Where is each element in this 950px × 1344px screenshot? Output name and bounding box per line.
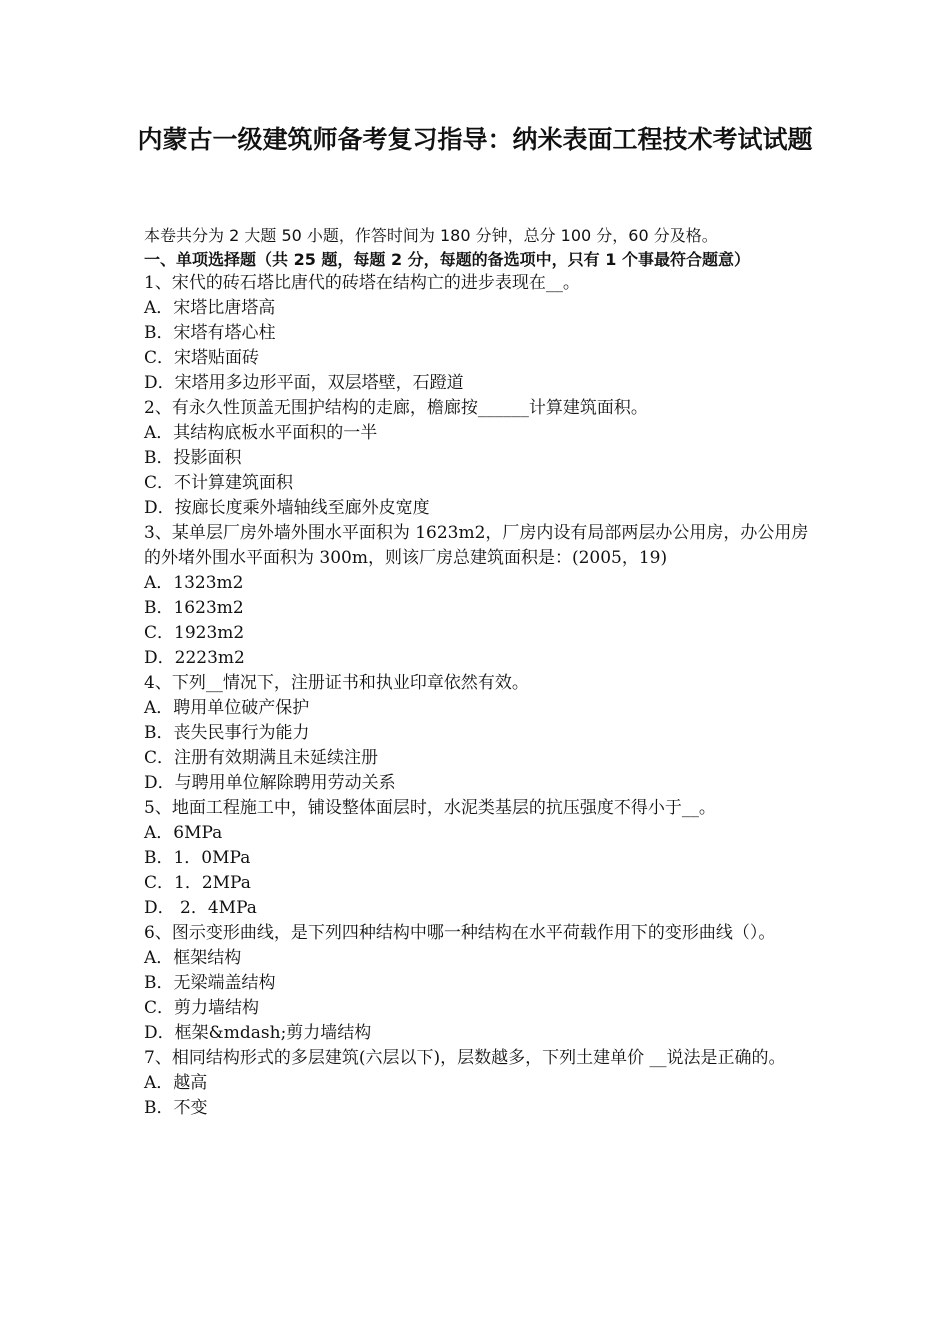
answer-option: A．框架结构 [144, 948, 242, 968]
answer-option: B．宋塔有塔心柱 [144, 323, 276, 343]
question-stem: 1、宋代的砖石塔比唐代的砖塔在结构亡的进步表现在__。 [144, 273, 580, 293]
question-stem: 4、下列__情况下，注册证书和执业印章依然有效。 [144, 673, 529, 693]
answer-option: C．不计算建筑面积 [144, 473, 294, 493]
answer-option: D． 2．4MPa [144, 898, 257, 918]
question-stem: 5、地面工程施工中，铺设整体面层时，水泥类基层的抗压强度不得小于__。 [144, 798, 716, 818]
answer-option: B．无梁端盖结构 [144, 973, 276, 993]
answer-option: D．与聘用单位解除聘用劳动关系 [144, 773, 396, 793]
answer-option: D．按廊长度乘外墙轴线至廊外皮宽度 [144, 498, 430, 518]
answer-option: A．6MPa [144, 823, 223, 843]
answer-option: D．宋塔用多边形平面，双层塔壁，石蹬道 [144, 373, 464, 393]
document-title: 内蒙古一级建筑师备考复习指导：纳米表面工程技术考试试题 [137, 125, 813, 154]
answer-option: B．投影面积 [144, 448, 242, 468]
question-stem: 2、有永久性顶盖无围护结构的走廊，檐廊按______计算建筑面积。 [144, 398, 648, 418]
answer-option: C．1923m2 [144, 623, 245, 643]
section-heading: 一、单项选择题（共 25 题，每题 2 分，每题的备选项中，只有 1 个事最符合题意） [144, 250, 750, 269]
answer-option: C．1．2MPa [144, 873, 251, 893]
question-stem: 7、相同结构形式的多层建筑(六层以下)，层数越多，下列土建单价 __说法是正确的。 [144, 1048, 786, 1068]
question-list [144, 271, 812, 1121]
answer-option: A．宋塔比唐塔高 [144, 298, 276, 318]
answer-option: A．其结构底板水平面积的一半 [144, 423, 378, 443]
question-stem: 6、图示变形曲线，是下列四种结构中哪一种结构在水平荷载作用下的变形曲线（）。 [144, 923, 776, 943]
answer-option: D．2223m2 [144, 648, 245, 668]
exam-intro: 本卷共分为 2 大题 50 小题，作答时间为 180 分钟，总分 100 分，60 分及格。 [144, 226, 718, 245]
answer-option: B．1623m2 [144, 598, 244, 618]
answer-option: C．注册有效期满且未延续注册 [144, 748, 379, 768]
answer-option: B．1．0MPa [144, 848, 251, 868]
answer-option: B．不变 [144, 1098, 208, 1118]
answer-option: A．聘用单位破产保护 [144, 698, 310, 718]
question-stem: 3、某单层厂房外墙外围水平面积为 1623m2，厂房内设有局部两层办公用房，办公用房的外堵外围水平面积为 300m，则该厂房总建筑面积是：(2005，19) [144, 523, 809, 568]
answer-option: C．剪力墙结构 [144, 998, 260, 1018]
answer-option: B．丧失民事行为能力 [144, 723, 310, 743]
answer-option: D．框架&mdash;剪力墙结构 [144, 1023, 372, 1043]
document-body [144, 223, 812, 1121]
answer-option: A．1323m2 [144, 573, 244, 593]
answer-option: C．宋塔贴面砖 [144, 348, 260, 368]
answer-option: A．越高 [144, 1073, 208, 1093]
